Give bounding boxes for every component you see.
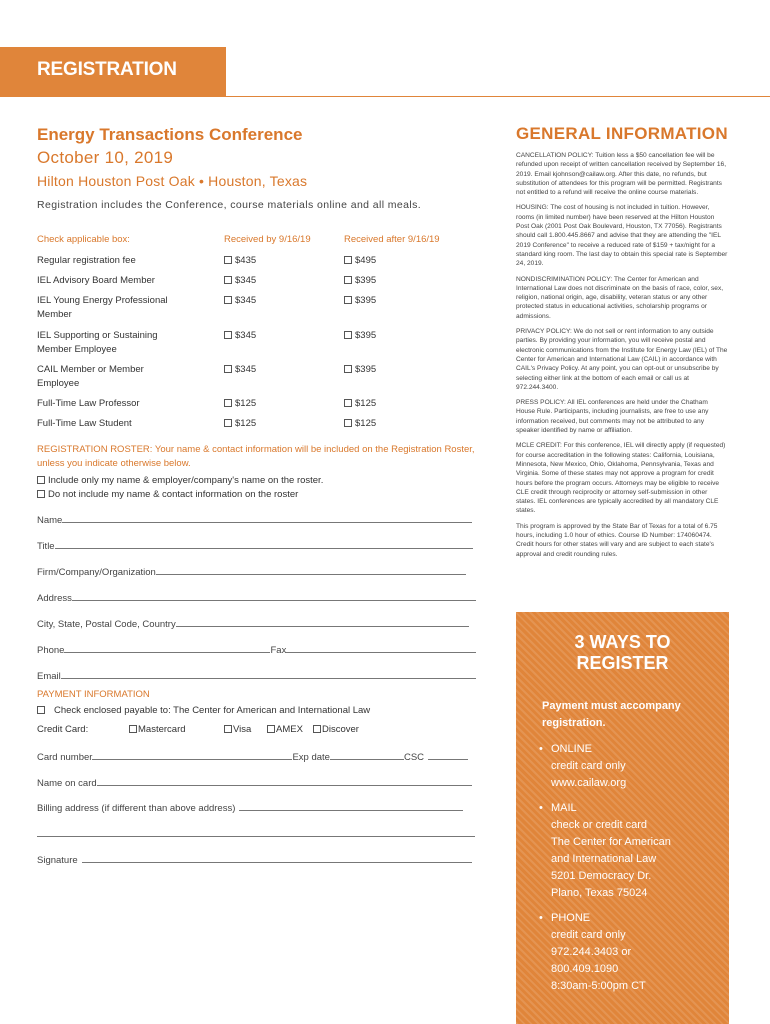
way-detail: The Center for American — [551, 836, 671, 848]
roster-option-label: Include only my name & employer/company's name on the roster. — [48, 475, 324, 486]
checkbox-icon[interactable] — [224, 256, 232, 264]
checkbox-icon[interactable] — [224, 399, 232, 407]
card-number-line[interactable] — [92, 751, 292, 760]
way-head: PHONE — [551, 912, 591, 924]
privacy-policy: PRIVACY POLICY: We do not sell or rent information to any outside parties. By providing your information, you will receive postal and electronic communications from the Institute for Energy Law (IEL) of The Center for American and International Law (CAIL) in accordance with CAIL's Privacy Policy. At any point, you can opt-out or unsubscribe by selecting either link at the bottom of each email or call us at 972.244.3400. — [516, 328, 728, 391]
firm-field[interactable] — [37, 566, 483, 578]
fee-early: $125 — [235, 398, 257, 409]
name-on-card-field[interactable] — [37, 777, 483, 789]
way-detail: credit card only — [551, 929, 626, 941]
ways-title-line: REGISTER — [576, 653, 669, 673]
way-detail: Plano, Texas 75024 — [551, 887, 648, 899]
checkbox-icon[interactable] — [224, 419, 232, 427]
banner-title: REGISTRATION — [37, 59, 177, 80]
fee-late-option[interactable] — [344, 417, 376, 431]
name-line[interactable] — [62, 514, 472, 523]
general-information — [516, 124, 728, 559]
way-mail — [539, 800, 671, 902]
way-head: MAIL — [551, 802, 577, 814]
fee-label: Full-Time Law Student — [37, 418, 132, 429]
checkbox-icon[interactable] — [344, 296, 352, 304]
phone-number: 800.409.1090 — [551, 963, 619, 975]
way-detail: 8:30am-5:00pm CT — [551, 980, 646, 992]
checkbox-icon[interactable] — [313, 725, 321, 733]
registration-banner — [0, 47, 226, 97]
way-phone — [539, 910, 646, 995]
conference-title: Energy Transactions Conference — [37, 125, 303, 144]
fee-row — [37, 274, 487, 294]
fee-late-option[interactable] — [344, 363, 376, 377]
checkbox-icon[interactable] — [344, 419, 352, 427]
fee-late: $395 — [355, 295, 377, 306]
mcle-credit: MCLE CREDIT: For this conference, IEL will directly apply (if requested) for course accreditation in the following states: California, Louisiana, Minnesota, New Mexico, Ohio, Oklahoma, Pennsylvania, Texas and Virginia. Some of these states may not approve a program for credit hours before the program occurs. Attorneys may be eligible to receive CLE credit through reciprocity or attorney self-submission in other states. IEL conferences are typically accredited by all mandatory CLE states. — [516, 442, 726, 515]
fee-label: IEL Young Energy Professional Member — [37, 295, 168, 320]
payment-title: PAYMENT INFORMATION — [37, 689, 150, 700]
fax-label: Fax — [270, 645, 287, 656]
banner-divider — [226, 96, 770, 97]
name-on-card-line[interactable] — [97, 777, 472, 786]
conference-date: October 10, 2019 — [37, 148, 174, 167]
visa-option[interactable] — [224, 724, 251, 735]
fee-late-option[interactable] — [344, 294, 376, 308]
title-line[interactable] — [55, 540, 473, 549]
conference-info — [37, 124, 487, 211]
fee-row — [37, 417, 487, 437]
ways-title — [516, 632, 729, 674]
fee-late: $395 — [355, 364, 377, 375]
firm-line[interactable] — [156, 566, 466, 575]
header-early: Received by 9/16/19 — [224, 234, 311, 245]
checkbox-icon[interactable] — [344, 365, 352, 373]
way-detail: and International Law — [551, 853, 657, 865]
exp-date-label: Exp date — [292, 752, 330, 763]
fee-early-option[interactable] — [224, 254, 256, 268]
fee-early: $345 — [235, 295, 257, 306]
email-field[interactable] — [37, 670, 483, 682]
fee-row — [37, 363, 487, 397]
ways-note: Payment must accompany registration. — [542, 700, 681, 729]
email-label: Email — [37, 671, 61, 682]
way-detail: credit card only — [551, 760, 626, 772]
name-on-card-label: Name on card — [37, 778, 97, 789]
roster-option-exclude[interactable] — [37, 489, 298, 500]
card-number-field[interactable] — [37, 751, 483, 763]
checkbox-icon[interactable] — [37, 476, 45, 484]
checkbox-icon[interactable] — [224, 725, 232, 733]
firm-label: Firm/Company/Organization — [37, 567, 156, 578]
checkbox-icon[interactable] — [224, 296, 232, 304]
fee-row — [37, 329, 487, 363]
phone-line[interactable] — [64, 644, 270, 653]
fee-label: CAIL Member or Member Employee — [37, 364, 144, 389]
city-label: City, State, Postal Code, Country — [37, 619, 176, 630]
fee-early-option[interactable] — [224, 397, 256, 411]
billing-line-extra[interactable] — [37, 828, 475, 837]
housing-policy: HOUSING: The cost of housing is not included in tuition. However, rooms (in limited number) have been reserved at the Hilton Houston Post Oak (2001 Post Oak Boulevard, Houston, TX 77056). Registrants should call 1.800.445.8667 and advise that they are attending the "IEL 2019 Conference" to receive a reduced rate of $159 + tax/night for a standard king room. The last day to obtain this special rate is September 24, 2019. — [516, 204, 728, 268]
billing-line[interactable] — [239, 802, 463, 811]
fax-line[interactable] — [286, 644, 476, 653]
fee-early-option[interactable] — [224, 363, 256, 377]
website-link[interactable]: www.cailaw.org — [551, 777, 627, 789]
state-bar-approval: This program is approved by the State Bar of Texas for a total of 6.75 hours, including 1.0 hour of ethics. Course ID Number: 174060474. Credit hours for other states will vary and are subject to each state's approval and credit rounding rules. — [516, 522, 718, 558]
address-label: Address — [37, 593, 72, 604]
checkbox-icon[interactable] — [224, 331, 232, 339]
roster-notice: REGISTRATION ROSTER: Your name & contact information will be included on the Registration Roster, unless you indicate otherwise below. — [37, 444, 475, 469]
fee-early: $345 — [235, 275, 257, 286]
ways-to-register-panel — [516, 612, 729, 1024]
fee-late: $125 — [355, 418, 377, 429]
checkbox-icon[interactable] — [344, 276, 352, 284]
fee-early: $345 — [235, 330, 257, 341]
cancellation-policy: CANCELLATION POLICY: Tuition less a $50 cancellation fee will be refunded upon receipt of written cancellation received by September 16, 2019. Email kjohnson@cailaw.org. After this date, no refunds, but substitution of attendees for this program will be permitted. Registrants not entitled to a refund will receive the online course materials. — [516, 152, 727, 197]
checkbox-icon[interactable] — [344, 256, 352, 264]
fee-label: IEL Supporting or Sustaining Member Employee — [37, 330, 158, 355]
fee-row — [37, 254, 487, 274]
header-check: Check applicable box: — [37, 234, 130, 245]
fee-early-option[interactable] — [224, 417, 256, 431]
fee-table — [37, 234, 487, 437]
csc-line[interactable] — [428, 751, 468, 760]
signature-label: Signature — [37, 855, 78, 866]
fee-late-option[interactable] — [344, 397, 376, 411]
name-label: Name — [37, 515, 63, 526]
card-number-label: Card number — [37, 752, 93, 763]
amex-label: AMEX — [276, 724, 303, 735]
city-line[interactable] — [176, 618, 469, 627]
discover-option[interactable] — [313, 724, 359, 735]
billing-label: Billing address (if different than above address) — [37, 803, 236, 814]
checkbox-icon[interactable] — [37, 706, 45, 714]
roster-option-include[interactable] — [37, 475, 323, 486]
name-field[interactable] — [37, 514, 483, 526]
fee-early: $345 — [235, 364, 257, 375]
header-late: Received after 9/16/19 — [344, 234, 440, 245]
press-policy: PRESS POLICY: All IEL conferences are held under the Chatham House Rule. Participants, including journalists, are free to use any information received, but comments may not be attributed to any speaker identified by name or affiliation. — [516, 399, 709, 435]
amex-option[interactable] — [267, 724, 303, 735]
checkbox-icon[interactable] — [267, 725, 275, 733]
title-label: Title — [37, 541, 55, 552]
checkbox-icon[interactable] — [224, 276, 232, 284]
fee-early: $435 — [235, 255, 257, 266]
phone-label: Phone — [37, 645, 65, 656]
checkbox-icon[interactable] — [129, 725, 137, 733]
check-label: Check enclosed payable to: The Center for American and International Law — [54, 705, 371, 716]
fee-label: Regular registration fee — [37, 255, 136, 266]
credit-card-label: Credit Card: — [37, 724, 89, 735]
fee-row — [37, 397, 487, 417]
conference-venue: Hilton Houston Post Oak • Houston, Texas — [37, 173, 308, 189]
bullet-icon: • — [539, 743, 543, 755]
discover-label: Discover — [322, 724, 359, 735]
way-head: ONLINE — [551, 743, 592, 755]
fee-late: $395 — [355, 330, 377, 341]
fee-late-option[interactable] — [344, 329, 376, 343]
way-online — [539, 741, 627, 792]
conference-note: Registration includes the Conference, course materials online and all meals. — [37, 199, 422, 211]
way-detail: check or credit card — [551, 819, 647, 831]
bullet-icon: • — [539, 912, 543, 924]
fee-row — [37, 294, 487, 329]
mastercard-option[interactable] — [129, 724, 186, 735]
phone-number: 972.244.3403 or — [551, 946, 632, 958]
check-option[interactable] — [37, 705, 370, 716]
fee-late: $395 — [355, 275, 377, 286]
way-detail: 5201 Democracy Dr. — [551, 870, 652, 882]
phone-fax-field[interactable] — [37, 644, 483, 656]
fee-late-option[interactable] — [344, 274, 376, 288]
visa-label: Visa — [233, 724, 252, 735]
fee-late: $125 — [355, 398, 377, 409]
fee-label: IEL Advisory Board Member — [37, 275, 155, 286]
checkbox-icon[interactable] — [224, 365, 232, 373]
fee-early-option[interactable] — [224, 274, 256, 288]
fee-early-option[interactable] — [224, 294, 256, 308]
address-line[interactable] — [72, 592, 476, 601]
checkbox-icon[interactable] — [344, 399, 352, 407]
csc-label: CSC — [403, 752, 425, 763]
signature-line[interactable] — [82, 854, 472, 863]
fee-label: Full-Time Law Professor — [37, 398, 140, 409]
title-field[interactable] — [37, 540, 483, 552]
fee-early: $125 — [235, 418, 257, 429]
roster-option-label: Do not include my name & contact information on the roster — [48, 489, 299, 500]
fee-late: $495 — [355, 255, 377, 266]
signature-field[interactable] — [37, 854, 483, 866]
ways-title-line: 3 WAYS TO — [574, 632, 671, 652]
general-info-title: GENERAL INFORMATION — [516, 124, 728, 143]
city-field[interactable] — [37, 618, 483, 630]
checkbox-icon[interactable] — [344, 331, 352, 339]
billing-field-extra[interactable] — [37, 828, 483, 840]
bullet-icon: • — [539, 802, 543, 814]
nondiscrimination-policy: NONDISCRIMINATION POLICY: The Center for American and International Law does not discriminate on the basis of race, color, sex, religion, national origin, age, disability, veteran status or any other protected status in educational activities, scholarship programs or admissions. — [516, 275, 724, 320]
exp-date-line[interactable] — [330, 751, 404, 760]
fee-table-header — [37, 234, 487, 254]
email-line[interactable] — [61, 670, 476, 679]
address-field[interactable] — [37, 592, 483, 604]
fee-late-option[interactable] — [344, 254, 376, 268]
billing-field[interactable] — [37, 802, 483, 814]
mastercard-label: Mastercard — [138, 724, 186, 735]
fee-early-option[interactable] — [224, 329, 256, 343]
checkbox-icon[interactable] — [37, 490, 45, 498]
